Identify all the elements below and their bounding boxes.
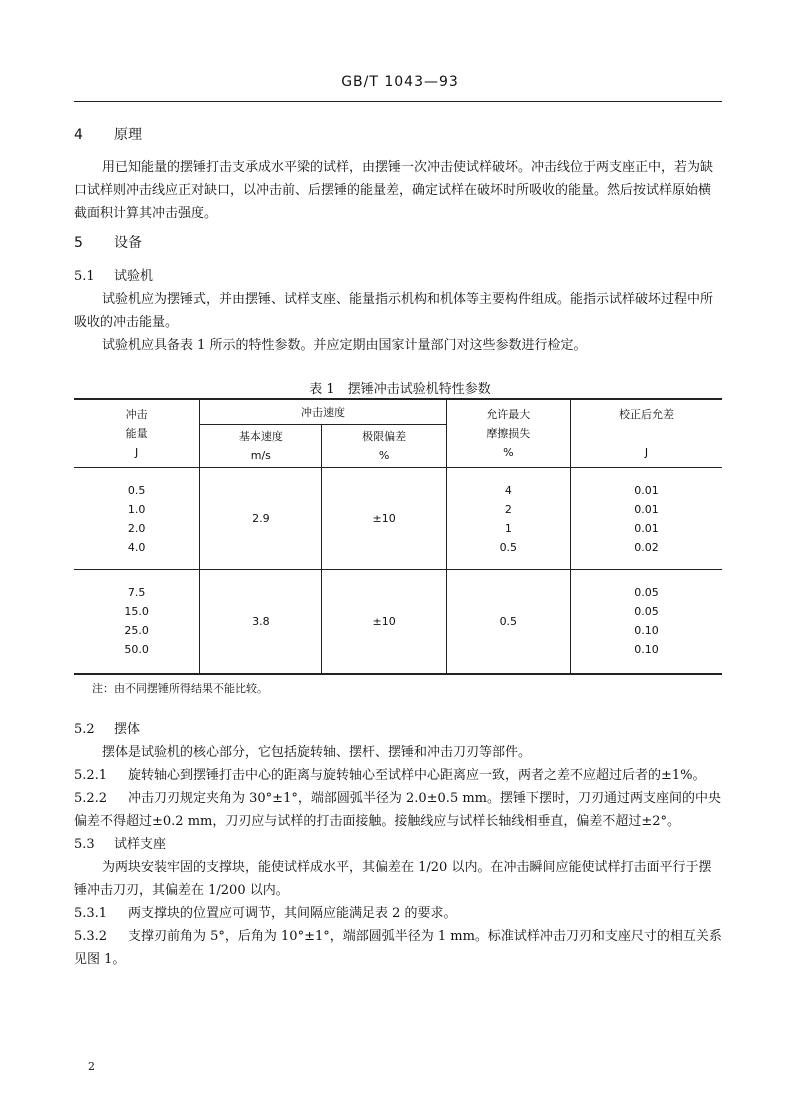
- section-5-3-text: 为两块安装牢固的支撑块，能使试样成水平，其偏差在 1/20 以内。在冲击瞬间应能使试样打击面平行于摆锤冲击刀刃，其偏差在 1/200 以内。: [74, 860, 712, 898]
- col-head-speed: 冲击速度: [200, 399, 446, 425]
- clause-5-2-2: 5.2.2 冲击刀刃规定夹角为 30°±1°，端部圆弧半径为 2.0±0.5 mm。摆锤下摆时，刀刃通过两支座间的中央偏差不得超过±0.2 mm，刀刃应与试样的打击面接触。接触线应与试样长轴线相垂直，偏差不超过±2°。: [74, 791, 721, 829]
- section-4-heading: 4 原理: [74, 127, 142, 143]
- section-5-3-heading: 5.3 试样支座: [74, 837, 167, 852]
- section-4: [74, 124, 722, 225]
- table-row: 0.5 1.0 2.0 4.0 2.9 ±10 4 2 1 0.5 0.01 0.01 0.01 0.02: [74, 468, 722, 570]
- clause-5-2-1: 5.2.1 旋转轴心到摆锤打击中心的距离与旋转轴心至试样中心距离应一致，两者之差不应超过后者的±1%。: [74, 768, 706, 783]
- section-5-1-text-2: 试验机应具备表 1 所示的特性参数。并应定期由国家计量部门对这些参数进行检定。: [102, 338, 587, 353]
- clause-5-3-1: 5.3.1 两支撑块的位置应可调节，其间隔应能满足表 2 的要求。: [74, 906, 457, 921]
- section-5-1-text-1: 试验机应为摆锤式，并由摆锤、试样支座、能量指示机构和机体等主要构件组成。能指示试样破坏过程中所吸收的冲击能量。: [74, 292, 714, 330]
- col-head-tolerance: 校正后允差 J: [570, 399, 722, 468]
- page-number: 2: [88, 1060, 95, 1073]
- section-5-1: [74, 265, 722, 357]
- table-1-caption: 表 1 摆锤冲击试验机特性参数: [309, 382, 491, 397]
- col-head-energy: 冲击 能量 J: [74, 399, 200, 468]
- section-5-2: [74, 718, 722, 971]
- section-5-2-text: 摆体是试验机的核心部分，它包括旋转轴、摆杆、摆锤和冲击刀刃等部件。: [102, 745, 532, 760]
- section-5-1-heading: 5.1 试验机: [74, 269, 154, 284]
- section-4-text: 用已知能量的摆锤打击支承成水平梁的试样，由摆锤一次冲击使试样破坏。冲击线位于两支座正中，若为缺口试样则冲击线应正对缺口，以冲击前、后摆锤的能量差，确定试样在破坏时所吸收的能量。然后按试样原始横截面积计算其冲击强度。: [74, 160, 714, 221]
- table-1-note: 注：由不同摆锤所得结果不能比较。: [92, 682, 268, 695]
- clause-5-3-2: 5.3.2 支撑刃前角为 5°，后角为 10°±1°，端部圆弧半径为 1 mm。标准试样冲击刀刃和支座尺寸的相互关系见图 1。: [74, 929, 722, 967]
- page-header: GB/T 1043—93: [341, 74, 459, 90]
- table-row: 7.5 15.0 25.0 50.0 3.8 ±10 0.5 0.05 0.05 0.10 0.10: [74, 570, 722, 674]
- section-5-heading: 5 设备: [74, 235, 142, 251]
- section-5-2-heading: 5.2 摆体: [74, 722, 141, 737]
- col-head-deviation: 极限偏差 %: [322, 425, 446, 468]
- header-rule: [74, 101, 722, 102]
- col-head-basic-speed: 基本速度 m/s: [200, 425, 322, 468]
- table-1: [74, 398, 722, 675]
- col-head-friction: 允许最大 摩擦损失 %: [446, 399, 570, 468]
